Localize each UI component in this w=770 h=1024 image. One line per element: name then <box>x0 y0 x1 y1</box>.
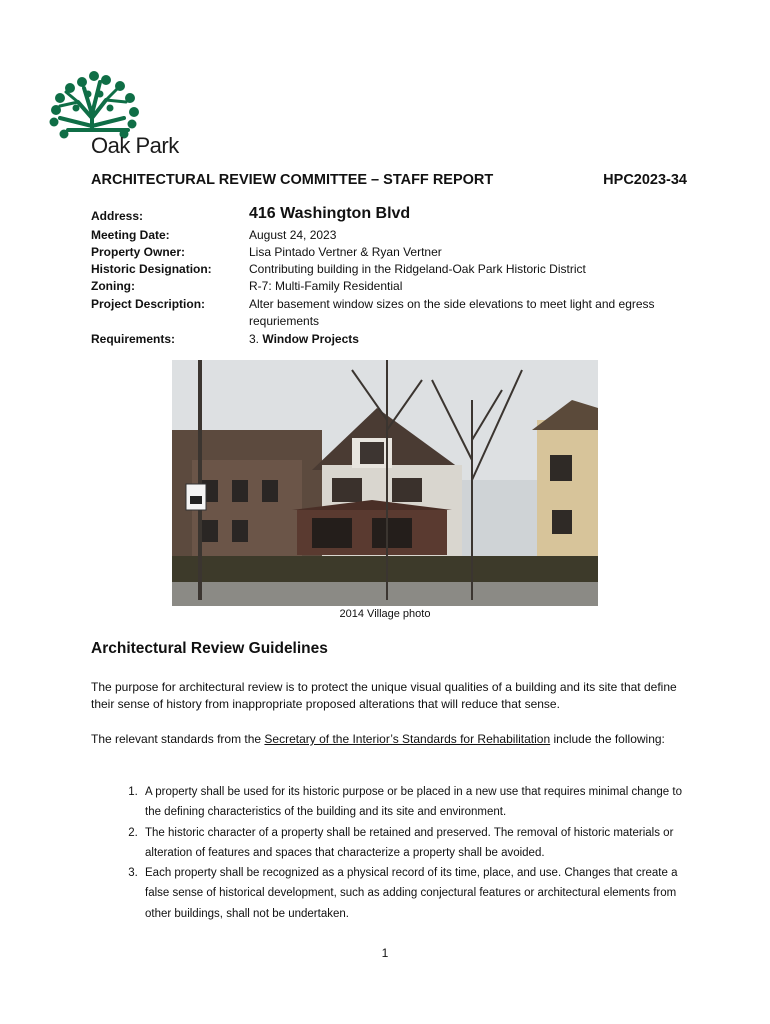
standards-intro: The relevant standards from the <box>91 732 265 746</box>
zoning-value: R-7: Multi-Family Residential <box>249 279 403 293</box>
guidelines-heading: Architectural Review Guidelines <box>91 640 328 657</box>
zoning-label: Zoning: <box>91 279 135 293</box>
meeting-date-value: August 24, 2023 <box>249 228 337 242</box>
requirements-value <box>249 331 689 348</box>
list-item: 2. The historic character of a property shall be retained and preserved. The removal of historic materials or alteration of features and spaces that characterize a property shall be avoided. <box>141 823 691 864</box>
photo-caption: 2014 Village photo <box>339 608 431 620</box>
meeting-date-label: Meeting Date: <box>91 228 170 242</box>
address-label: Address: <box>91 209 144 223</box>
requirements-number: 3. <box>249 332 260 346</box>
standards-link[interactable]: Secretary of the Interior’s Standards for Rehabilitation <box>264 732 551 746</box>
project-description-value: Alter basement window sizes on the side elevations to meet light and egress requriements <box>249 297 655 328</box>
property-owner-value: Lisa Pintado Vertner & Ryan Vertner <box>249 245 442 259</box>
report-title: ARCHITECTURAL REVIEW COMMITTEE – STAFF REPORT <box>91 172 494 188</box>
house-photo <box>172 360 598 606</box>
historic-designation-value: Contributing building in the Ridgeland-Oak Park Historic District <box>249 262 586 276</box>
project-description-label: Project Description: <box>91 297 206 311</box>
requirements-item: Window Projects <box>262 332 359 346</box>
guidelines-paragraph-purpose: The purpose for architectural review is to protect the unique visual qualities of a building and its site that define their sense of history from inappropriate proposed alterations that will reduce that sense. <box>91 680 677 711</box>
address-value: 416 Washington Blvd <box>249 205 411 222</box>
report-id: HPC2023-34 <box>603 172 687 188</box>
standards-list <box>91 782 691 924</box>
historic-designation-label: Historic Designation: <box>91 262 212 276</box>
list-item: 1. A property shall be used for its historic purpose or be placed in a new use that requires minimal change to the defining characteristics of the building and its site and environment. <box>141 782 691 823</box>
requirements-label: Requirements: <box>91 332 176 346</box>
standards-intro-suffix: include the following: <box>550 732 665 746</box>
property-owner-label: Property Owner: <box>91 245 186 259</box>
guidelines-paragraph-standards <box>91 731 691 748</box>
page-number: 1 <box>381 946 389 960</box>
logo-text: Oak Park <box>91 133 179 158</box>
list-item: 3. Each property shall be recognized as a physical record of its time, place, and use. Changes that create a false sense of historical development, such as adding conjectural features or architectural elements from other buildings, shall not be undertaken. <box>141 863 691 924</box>
